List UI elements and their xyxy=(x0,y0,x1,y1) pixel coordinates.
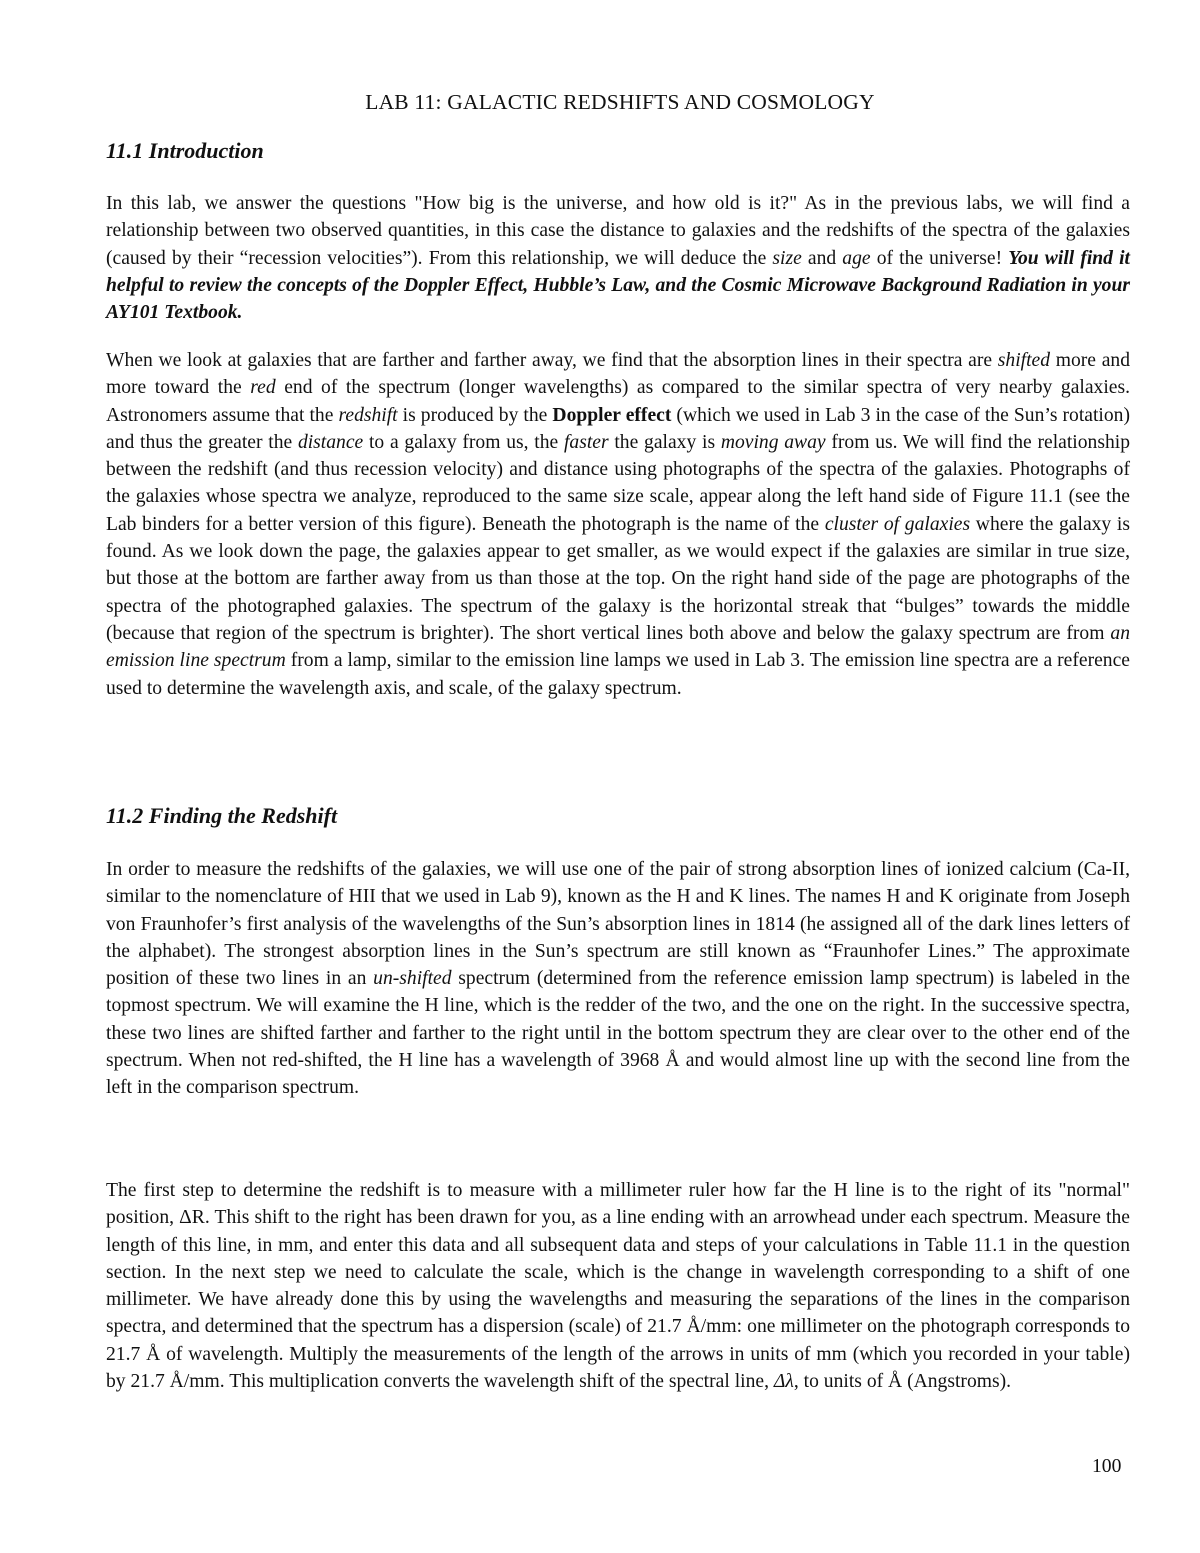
page-title: LAB 11: GALACTIC REDSHIFTS AND COSMOLOGY xyxy=(365,90,875,114)
section-heading-introduction: 11.1 Introduction xyxy=(106,138,264,163)
section-heading-finding-redshift: 11.2 Finding the Redshift xyxy=(106,803,338,828)
intro-paragraph-2: When we look at galaxies that are farther and farther away, we find that the absorption lines in their spectra are shifted more and more toward the red end of the spectrum (longer wavelengths) as compared to the similar spectra of very nearby galaxies. Astronomers assume that the redshift is produced by the Doppler effect (which we used in Lab 3 in the case of the Sun’s rotation) and thus the greater the distance to a galaxy from us, the faster the galaxy is moving away from us. We will find the relationship between the redshift (and thus recession velocity) and distance using photographs of the spectra of the galaxies. Photographs of the galaxies whose spectra we analyze, reproduced to the same size scale, appear along the left hand side of Figure 11.1 (see the Lab binders for a better version of this figure). Beneath the photograph is the name of the cluster of galaxies where the galaxy is found. As we look down the page, the galaxies appear to get smaller, as we would expect if the galaxies are similar in true size, but those at the bottom are farther away from us than those at the top. On the right hand side of the page are photographs of the spectra of the photographed galaxies. The spectrum of the galaxy is the horizontal streak that “bulges” towards the middle (because that region of the spectrum is brighter). The short vertical lines both above and below the galaxy spectrum are from an emission line spectrum from a lamp, similar to the emission line lamps we used in Lab 3. The emission line spectra are a reference used to determine the wavelength axis, and scale, of the galaxy spectrum. xyxy=(106,350,1130,699)
intro-paragraph-1: In this lab, we answer the questions "How big is the universe, and how old is it?" As in the previous labs, we will find a relationship between two observed quantities, in this case the distance to galaxies and the redshifts of the spectra of the galaxies (caused by their “recession velocities”). From this relationship, we will deduce the size and age of the universe! You will find it helpful to review the concepts of the Doppler Effect, Hubble’s Law, and the Cosmic Microwave Background Radiation in your AY101 Textbook. xyxy=(106,193,1130,324)
redshift-paragraph-1: In order to measure the redshifts of the galaxies, we will use one of the pair of strong absorption lines of ionized calcium (Ca-II, similar to the nomenclature of HII that we used in Lab 9), known as the H and K lines. The names H and K originate from Joseph von Fraunhofer’s first analysis of the wavelengths of the Sun’s absorption lines in 1814 (he assigned all of the dark lines letters of the alphabet). The strongest absorption lines in the Sun’s spectrum are still known as “Fraunhofer Lines.” The approximate position of these two lines in an un-shifted spectrum (determined from the reference emission lamp spectrum) is labeled in the topmost spectrum. We will examine the H line, which is the redder of the two, and the one on the right. In the successive spectra, these two lines are shifted farther and farther to the right until in the bottom spectrum they are clear over to the other end of the spectrum. When not red-shifted, the H line has a wavelength of 3968 Å and would almost line up with the second line from the left in the comparison spectrum. xyxy=(106,859,1130,1099)
page-number: 100 xyxy=(1092,1456,1122,1477)
redshift-paragraph-2: The first step to determine the redshift is to measure with a millimeter ruler how far the H line is to the right of its "normal" position, ΔR. This shift to the right has been drawn for you, as a line ending with an arrowhead under each spectrum. Measure the length of this line, in mm, and enter this data and all subsequent data and steps of your calculations in Table 11.1 in the question section. In the next step we need to calculate the scale, which is the change in wavelength corresponding to a shift of one millimeter. We have already done this by using the wavelengths and measuring the separations of the lines in the comparison spectra, and determined that the spectrum has a dispersion (scale) of 21.7 Å/mm: one millimeter on the photograph corresponds to 21.7 Å of wavelength. Multiply the measurements of the length of the arrows in units of mm (which you recorded in your table) by 21.7 Å/mm. This multiplication converts the wavelength shift of the spectral line, Δλ, to units of Å (Angstroms). xyxy=(106,1180,1130,1393)
